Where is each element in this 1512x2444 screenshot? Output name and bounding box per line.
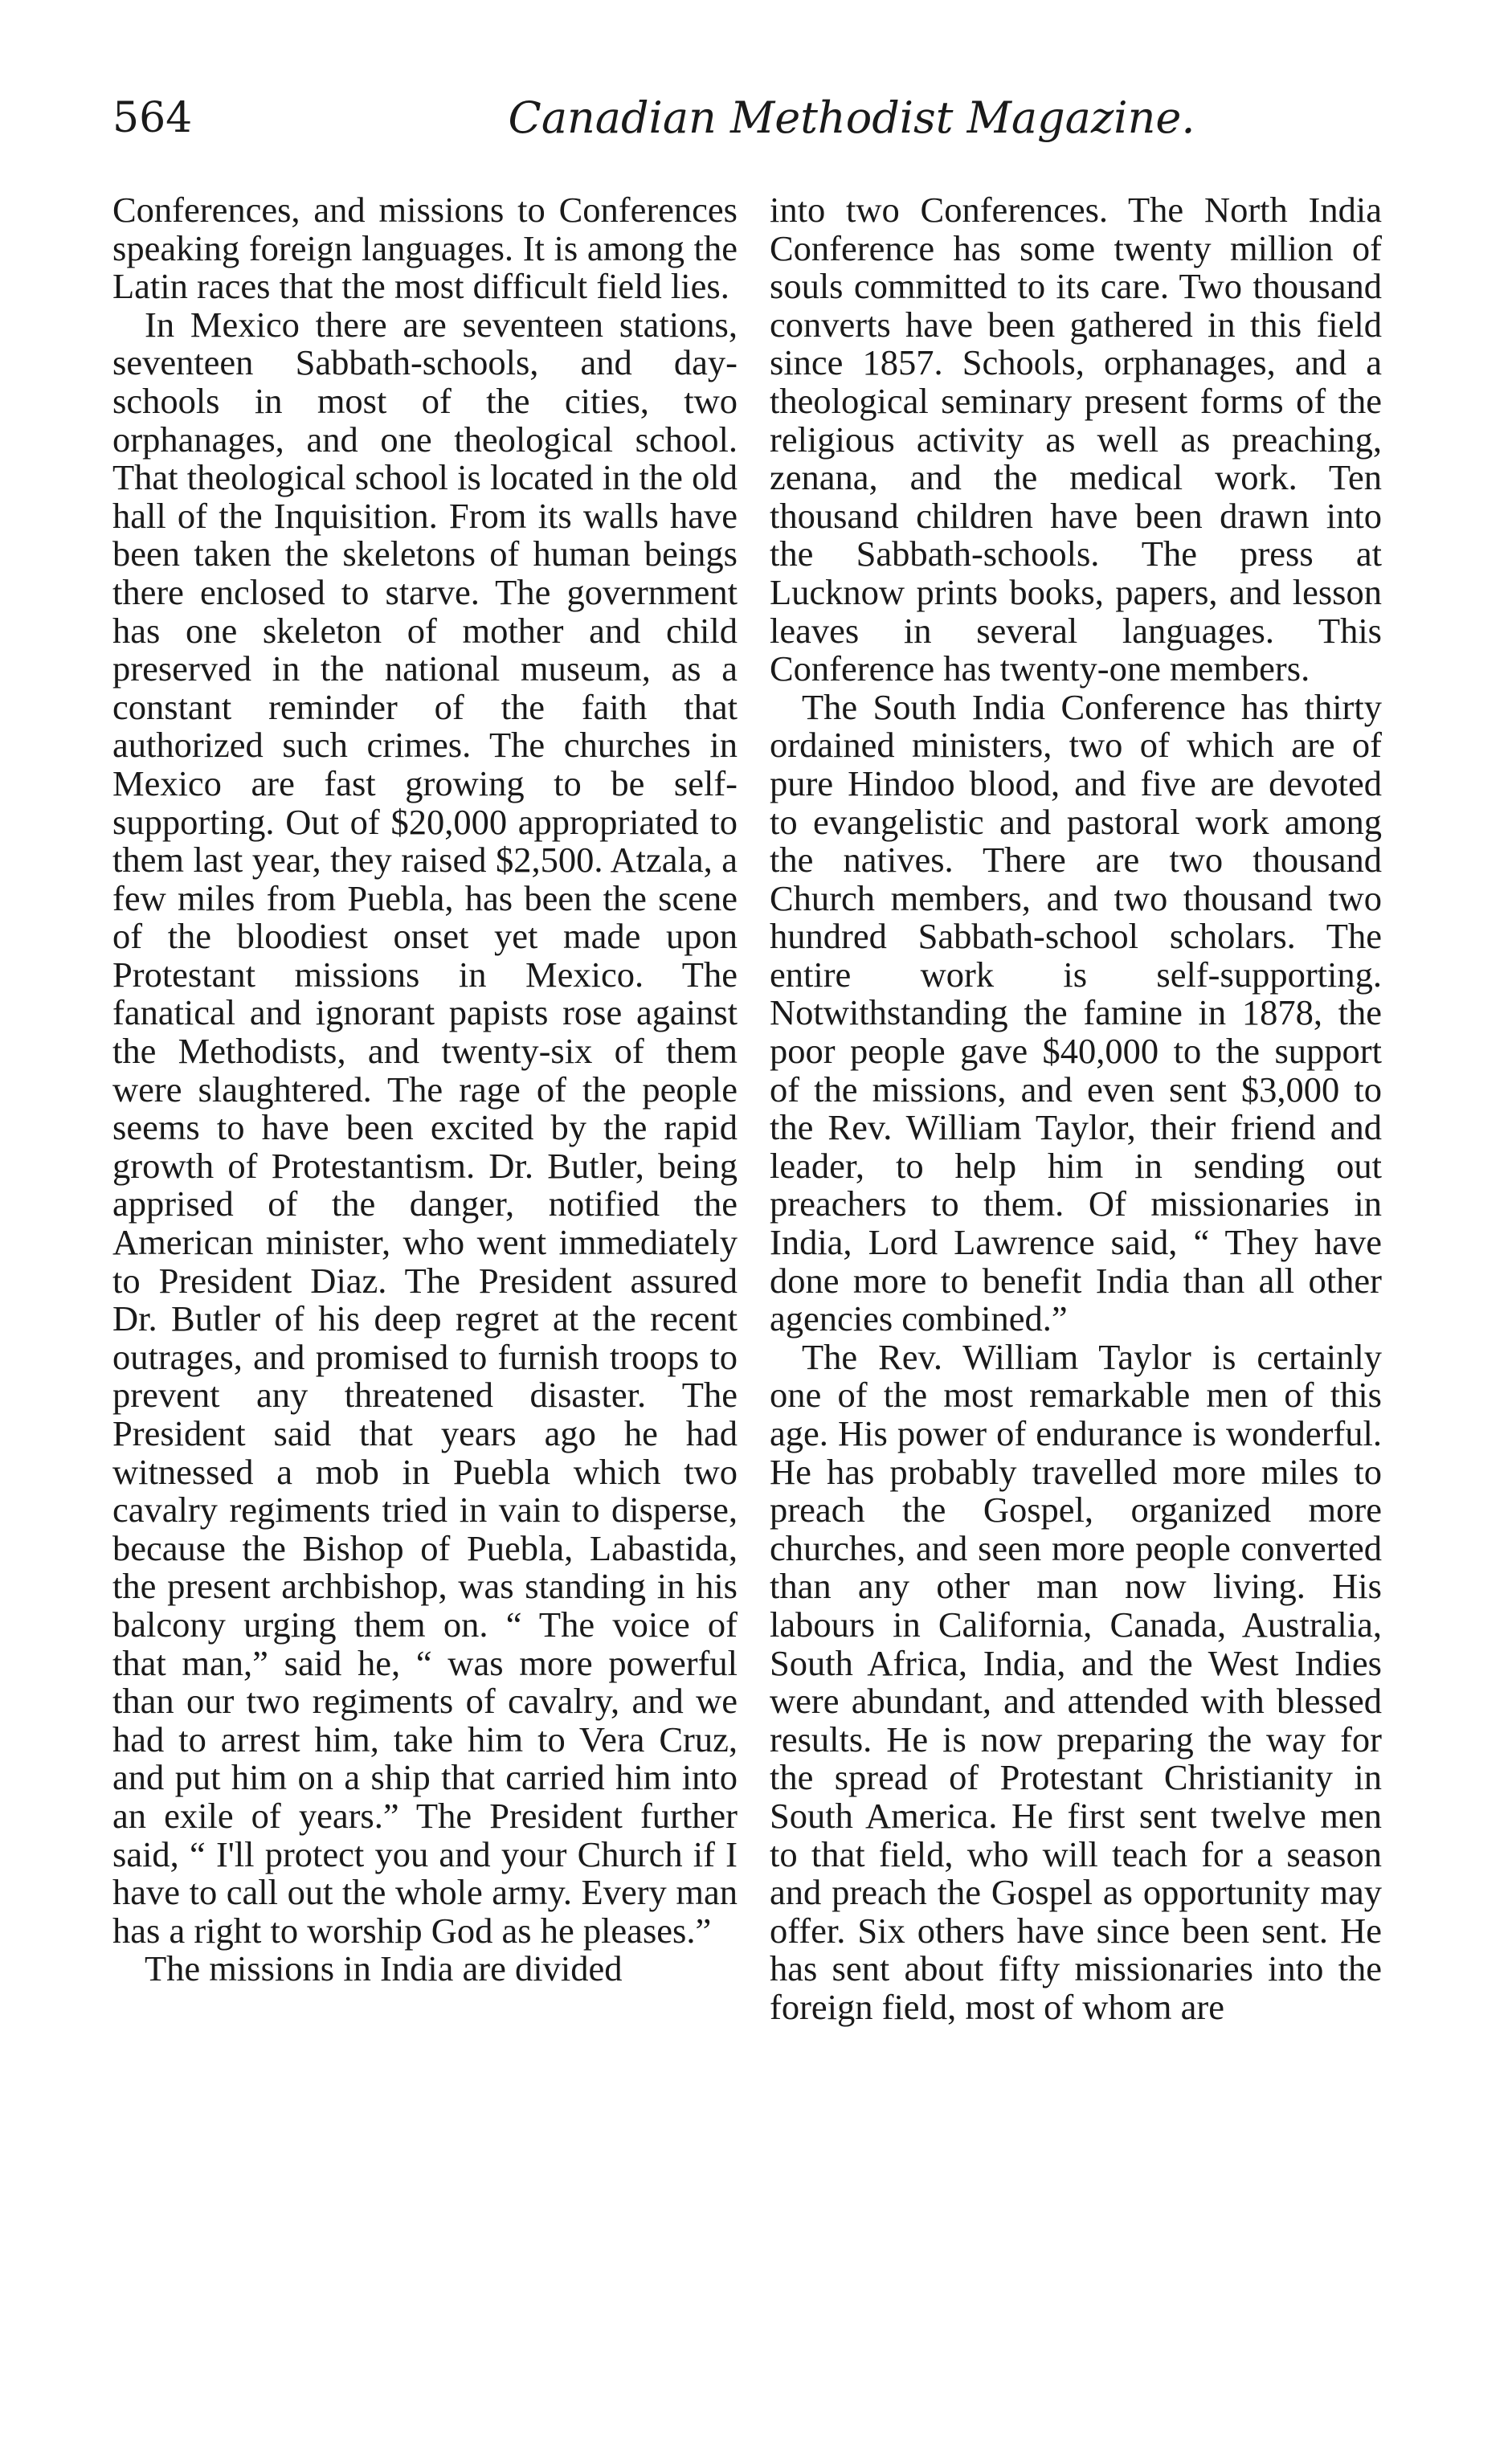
paragraph: Conferences, and missions to Conferences speaking foreign languages. It is among the Latin races that the most difficult field lies. [112, 190, 738, 307]
left-column [112, 191, 738, 1988]
paragraph: In Mexico there are seventeen stations, seventeen Sabbath-schools, and day-schools in most of the cities, two orphanages, and one theological school. That theological school is located in the old hall of the Inquisition. From its walls have been taken the skeletons of human beings there enclosed to starve. The government has one skeleton of mother and child preserved in the national museum, as a constant reminder of the faith that authorized such crimes. The churches in Mexico are fast growing to be self-supporting. Out of $20,000 appropriated to them last year, they raised $2,500. Atzala, a few miles from Puebla, has been the scene of the bloodiest onset yet made upon Protestant missions in Mexico. The fanatical and ignorant papists rose against the Methodists, and twenty-six of them were slaughtered. The rage of the people seems to have been excited by the rapid growth of Protestantism. Dr. Butler, being apprised of the danger, notified the American minister, who went immediately to President Diaz. The President assured Dr. Butler of his deep regret at the recent outrages, and promised to furnish troops to prevent any threatened disaster. The President said that years ago he had witnessed a mob in Puebla which two cavalry regiments tried in vain to disperse, because the Bishop of Puebla, Labastida, the present archbishop, was standing in his balcony urging them on. “ The voice of that man,” said he, “ was more powerful than our two regiments of cavalry, and we had to arrest him, take him to Vera Cruz, and put him on a ship that carried him into an exile of years.” The President further said, “ I'll protect you and your Church if I have to call out the whole army. Every man has a right to worship God as he pleases.” [112, 304, 738, 1951]
paragraph: The Rev. William Taylor is certainly one of the most remarkable men of this age. His power of endurance is wonderful. He has probably travelled more miles to preach the Gospel, organized more churches, and seen more people converted than any other man now living. His labours in California, Canada, Australia, South Africa, India, and the West Indies were abundant, and attended with blessed results. He is now preparing the way for the spread of Protestant Christianity in South America. He first sent twelve men to that field, who will teach for a season and preach the Gospel as opportunity may offer. Six others have since been sent. He has sent about fifty missionaries into the foreign field, most of whom are [770, 1336, 1382, 2027]
page-number: 564 [112, 94, 193, 142]
right-column [770, 191, 1382, 2027]
running-title: Canadian Methodist Magazine. [508, 92, 1195, 143]
paragraph: The South India Conference has thirty ordained ministers, two of which are of pure Hindoo blood, and five are devoted to evangelistic and pastoral work among the natives. There are two thousand Church members, and two thousand two hundred Sabbath-school scholars. The entire work is self-supporting. Notwithstanding the famine in 1878, the poor people gave $40,000 to the support of the missions, and even sent $3,000 to the Rev. William Taylor, their friend and leader, to help him in sending out preachers to them. Of missionaries in India, Lord Lawrence said, “ They have done more to benefit India than all other agencies combined.” [770, 686, 1382, 1339]
paragraph: The missions in India are divided [145, 1948, 623, 1989]
page-header [112, 90, 1398, 162]
paragraph: into two Conferences. The North India Conference has some twenty million of souls committed to its care. Two thousand converts have been gathered in this field since 1857. Schools, orphanages, and a theological seminary present forms of the religious activity as well as preaching, zenana, and the medical work. Ten thousand children have been drawn into the Sabbath-schools. The press at Lucknow prints books, papers, and lesson leaves in several languages. This Conference has twenty-one members. [770, 190, 1382, 689]
